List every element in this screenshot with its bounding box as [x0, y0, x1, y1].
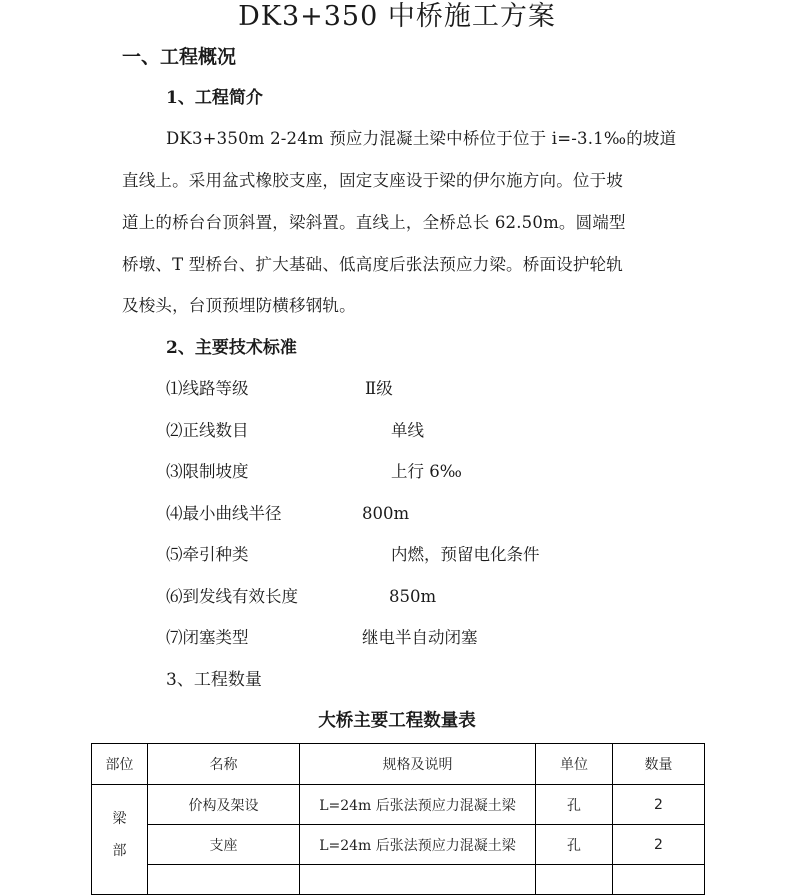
table-row [92, 825, 705, 865]
group-label-1: 梁 [112, 811, 127, 827]
cell-spec: L=24m 后张法预应力混凝土梁 [300, 825, 536, 865]
intro-line-5: 及梭头，台顶预埋防横移钢轨。 [122, 296, 356, 315]
spec-label-ruling-grade: ⑶限制坡度 [166, 462, 249, 481]
cell-unit: 孔 [536, 825, 613, 865]
table-row [92, 785, 705, 825]
spec-label-line-grade: ⑴线路等级 [166, 379, 249, 398]
spec-label-min-curve-radius: ⑷最小曲线半径 [166, 504, 282, 523]
intro-line-4: 桥墩、T 型桥台、扩大基础、低高度后张法预应力梁。桥面设护轮轨 [122, 255, 623, 274]
cell-name: 价构及架设 [148, 785, 300, 825]
spec-value-line-grade: Ⅱ级 [365, 379, 393, 398]
cell-name: 支座 [148, 825, 300, 865]
spec-label-block-system: ⑺闭塞类型 [166, 628, 249, 647]
intro-line-2: 直线上。采用盆式橡胶支座，固定支座设于梁的伊尔施方向。位于坡 [122, 171, 623, 190]
spec-value-block-system: 继电半自动闭塞 [362, 628, 478, 647]
subsection-heading-standards: 2、主要技术标准 [166, 338, 297, 358]
spec-label-siding-length: ⑹到发线有效长度 [166, 587, 298, 606]
table-header-row [92, 744, 705, 785]
intro-line-1: DK3+350m 2-24m 预应力混凝土梁中桥位于位于 i=-3.1‰的坡道 [166, 129, 677, 148]
document-title: DK3+350 中桥施工方案 [238, 1, 556, 32]
header-part: 部位 [92, 744, 148, 785]
header-unit: 单位 [536, 744, 613, 785]
group-cell-beam [92, 785, 148, 895]
spec-value-min-curve-radius: 800m [362, 504, 410, 523]
group-label-2: 部 [112, 843, 127, 859]
intro-line-3: 道上的桥台台顶斜置，梁斜置。直线上，全桥总长 62.50m。圆端型 [122, 213, 626, 232]
table-title: 大桥主要工程数量表 [318, 711, 476, 731]
subsection-heading-quantities: 3、工程数量 [166, 670, 262, 690]
cell-qty: 2 [613, 785, 705, 825]
spec-label-main-lines: ⑵正线数目 [166, 421, 249, 440]
section-heading-overview: 一、工程概况 [122, 46, 237, 68]
spec-value-ruling-grade: 上行 6‰ [391, 462, 462, 481]
header-qty: 数量 [613, 744, 705, 785]
spec-value-traction-type: 内燃，预留电化条件 [391, 545, 540, 564]
header-spec: 规格及说明 [300, 744, 536, 785]
spec-value-siding-length: 850m [389, 587, 437, 606]
cell-unit: 孔 [536, 785, 613, 825]
quantity-table [91, 743, 705, 895]
header-name: 名称 [148, 744, 300, 785]
subsection-heading-intro: 1、工程简介 [166, 88, 263, 108]
spec-label-traction-type: ⑸牵引种类 [166, 545, 249, 564]
spec-value-main-lines: 单线 [391, 421, 424, 440]
cell-qty: 2 [613, 825, 705, 865]
cell-spec: L=24m 后张法预应力混凝土梁 [300, 785, 536, 825]
